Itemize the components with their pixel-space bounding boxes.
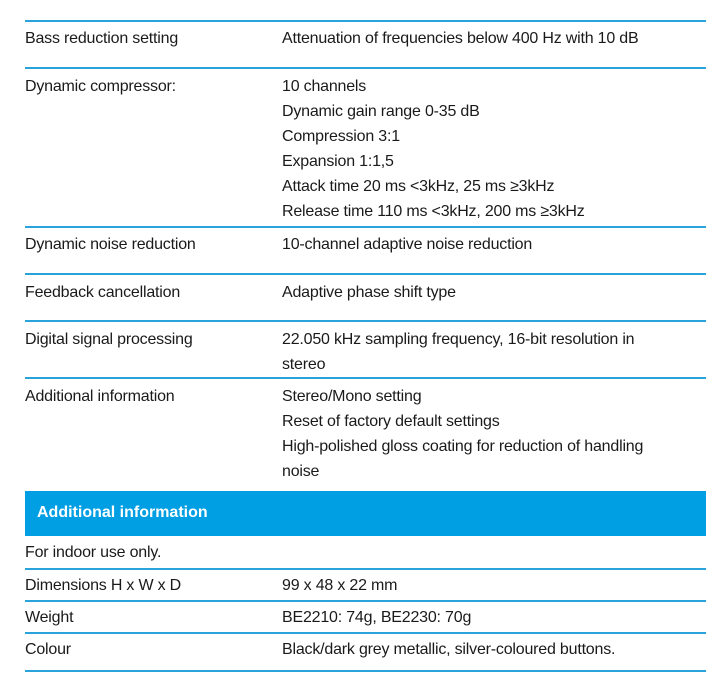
spec-value-compressor-gain: Dynamic gain range 0-35 dB bbox=[282, 103, 480, 120]
spec-value-dsp-line1: 22.050 kHz sampling frequency, 16-bit resolution in bbox=[282, 331, 635, 348]
section-header-title: Additional information bbox=[37, 504, 208, 521]
indoor-use-note: For indoor use only. bbox=[25, 544, 162, 561]
info-value-weight: BE2210: 74g, BE2230: 70g bbox=[282, 609, 472, 626]
row-separator bbox=[25, 226, 706, 228]
row-separator bbox=[25, 320, 706, 322]
info-label-dimensions: Dimensions H x W x D bbox=[25, 577, 182, 594]
spec-value-bass-reduction: Attenuation of frequencies below 400 Hz with 10 dB bbox=[282, 30, 639, 47]
row-separator bbox=[25, 670, 706, 672]
info-value-dimensions: 99 x 48 x 22 mm bbox=[282, 577, 398, 594]
spec-label-dynamic-compressor: Dynamic compressor: bbox=[25, 78, 176, 95]
row-separator bbox=[25, 377, 706, 379]
spec-value-dsp-line2: stereo bbox=[282, 356, 326, 373]
row-separator bbox=[25, 273, 706, 275]
info-label-colour: Colour bbox=[25, 641, 71, 658]
info-label-weight: Weight bbox=[25, 609, 74, 626]
info-value-colour: Black/dark grey metallic, silver-coloured buttons. bbox=[282, 641, 616, 658]
spec-value-compressor-expansion: Expansion 1:1,5 bbox=[282, 153, 394, 170]
spec-label-feedback-cancellation: Feedback cancellation bbox=[25, 284, 181, 301]
spec-value-factory-reset: Reset of factory default settings bbox=[282, 413, 500, 430]
row-separator bbox=[25, 600, 706, 602]
spec-label-bass-reduction: Bass reduction setting bbox=[25, 30, 179, 47]
spec-value-noise-reduction: 10-channel adaptive noise reduction bbox=[282, 236, 533, 253]
spec-value-gloss-coating-line1: High-polished gloss coating for reduction of handling bbox=[282, 438, 644, 455]
row-separator bbox=[25, 67, 706, 69]
spec-value-compressor-channels: 10 channels bbox=[282, 78, 367, 95]
spec-value-feedback-cancellation: Adaptive phase shift type bbox=[282, 284, 456, 301]
spec-value-compressor-release: Release time 110 ms <3kHz, 200 ms ≥3kHz bbox=[282, 203, 585, 220]
section-header-additional-information bbox=[25, 491, 706, 536]
spec-value-compressor-compression: Compression 3:1 bbox=[282, 128, 400, 145]
row-separator bbox=[25, 20, 706, 22]
spec-value-compressor-attack: Attack time 20 ms <3kHz, 25 ms ≥3kHz bbox=[282, 178, 555, 195]
spec-label-noise-reduction: Dynamic noise reduction bbox=[25, 236, 196, 253]
row-separator bbox=[25, 632, 706, 634]
row-separator bbox=[25, 568, 706, 570]
spec-value-gloss-coating-line2: noise bbox=[282, 463, 320, 480]
spec-label-additional-info: Additional information bbox=[25, 388, 175, 405]
spec-label-dsp: Digital signal processing bbox=[25, 331, 193, 348]
spec-value-stereo-mono: Stereo/Mono setting bbox=[282, 388, 422, 405]
